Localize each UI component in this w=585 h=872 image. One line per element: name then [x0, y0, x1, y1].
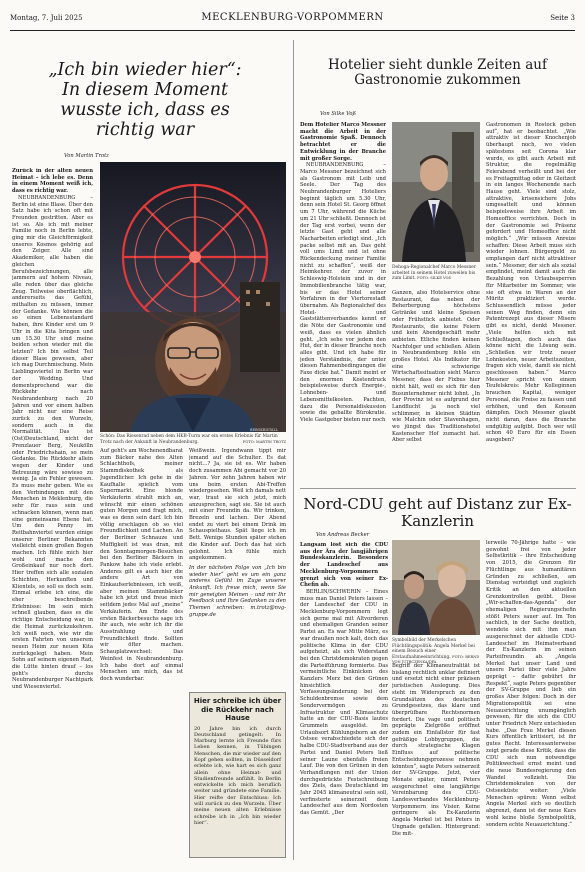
article2-body-col1: NEUBRANDENBURG – Marco Messner bezeichnet sich als Gastronom mit Leib und Seele. Der Tag des Neubrandenburger Hoteliers beginnt täglich um 5.30 Uhr, denn sein Hotel St. Georg öffnet um 7 Uhr, während die Küche um 21 Uhr schließt. Dennoch ist der Tag erst vorbei, wenn der letzte Gast geht und alle Nacharbeiten erledigt sind. „Ich packe selbst mit an. Das geht voll ums Limit und ist ohne Rückendeckung meiner Familie nicht zu schaffen“, weiß der Heimkehrer. der zuvor in Schleswig-Holstein und in der Immobilienbranche tätig war, bis er das Hotel seiner Vorfahren in der Viertorestadt übernahm. Als Regionalchef des Hotel- und Gaststättenverbandes kennt er die Nöte der Gastronomie und weiß, dass es vielen ähnlich geht. „Ich sehe vor jedem den Hut, der in dieser Branche noch alles gibt. Und ich habe für jeden Verständnis, der unter diesen Rahmenbedingungen die Faxe dicke hat.“ Damit meint er den enormen Kostendruck beispielsweise durch Energie-, Lohneben- und Lebensmittelkosten. Pachten, dazu die Personaldiskussion sowie die geballte Bürokratie. Viele Gastgeber bieten nur noch: [300, 162, 386, 423]
article1-body-col3: Weißwein. Irgendwann tippt mir jemand auf die Schulter. Es dat nicht…? Ja, sie ist es. Wir haben doch zusammen Abi gemacht vor 20 Jahren. Vor zehn Jahren haben wir uns beim ersten Abi-Treffen wiedergesehen. Weil ich damals nett war, traut sie sich jetzt, mich anzusprechen, sagt sie. Sie ist auch mit einer Freundin da. Wir trinken, Brezeln und lachen. Der Abend endet zu viert bei einem Drink im Schauspielhaus. Spät liege ich im Bett. Wenige Stunden später stehen die Kinder auf. Doch das hat sich gelohnt. Ich fühle mich angekommen.: [189, 448, 286, 562]
merkel-caption: [392, 638, 480, 666]
article2-lead: Dem Hotelier Marco Messner macht die Arbeit in der Gastronomie Spaß. Dennoch betrachtet er die Entwicklung in der Branche mit großer Sorge.: [300, 122, 386, 162]
issue-date: Montag, 7. Juli 2025: [10, 14, 83, 22]
article2-col1: [300, 122, 386, 482]
column-divider: [293, 40, 294, 860]
merkel-credit: FOTO: BERND VON JUTRCZENKA/DPA: [392, 654, 480, 664]
article1-col2: Auf geht's am Wochenendbarat zum Bäcker nahe des Alten Schlachthofs, meiner Stammdiskothek als Jugendlicher. Ich gehe in die Kaufhalle spielich vom Supermarkt. Eine blonde Verkäuferin strahlt mich an, wünscht mir einen schönen guten Morgen und fragt mich, was es denn sein darf. Ich bin völlig erschlagen ob so viel Freundlichkeit und Lachen. An der Berliner Schnauze und Muffigkeit ist was dran, mit den Sonntagmorgen-Besuchen bei den Berliner Bäckern in Pankow habe ich viele erlebt. Anderes gilt es auch hier die andere Art von Einkaufserlebnissen, ich weiß, aber meinen Stammbäcker habe ich jetzt und freue mich seitdem jedes Mal auf „meine“ Verkäuferin. Am Ende des ersten Bäckerbesuchs sage ich ihr auch, wie sehr ich ihr die Ausstrahlung und Freundlichkeit finde. Sollten wir öfter machen. Schauplatzwechsel: Das Weinfest in Neubrandenburg. Ich habe dort auf einmal Menschen um mich, das ist doch wunderbar.: [100, 448, 183, 682]
article2-headline: Hotelier sieht dunkle Zeiten auf Gastronomie zukommen: [328, 57, 547, 88]
article1-col1: [12, 168, 93, 858]
ferris-wheel-caption-text: Schön: Das Riesenrad neben dem HKB-Turm war ein erstes Erlebnis für Martin Trotz nach der Ankunft in Neubrandenburg.: [100, 434, 278, 445]
article1-col3: [189, 448, 286, 688]
article3-col2: Begriff der Klimaneutralität ist bislang rechtlich unklar definiert und ersetzt nicht einer präzisen juristischen Auslegung. Dies steht im Widerspruch zu den Grundsätzen des deutschen Grundgesetzes, das klare und überprüfbare Rechtsnormen fordert. Die vage und politisch geprägte Zielgröße eröffnet zudem ein Einfallstor für fast gefräßige Lobbygruppen, die durch strategische Klagen Einfluss auf politische Entscheidungsprozesse nehmen könnten“, sagte Peters seinerzeit der SV-Gruppe. Jetzt, vier Monate später, nimmt Peters ausgerechnet eine langjährige Vereinbarung des CDU-Landesverbandes Mecklenburg-Vorpommern ins Visier. Keine geringere als Ex-Kanzlerin Angela Merkel ist bei Peters in Ungnade gefallen. Hintergrund: Die mit-: [392, 663, 480, 837]
article2-col2: Ganzen, also Hotelservice ohne Restaurant, das neben der Beherbergung höchstens Getränke und kleine Speisen oder Frühstück anbietet. Oder Restaurants, die keine Feiern und kein Abendgeschäft mehr anbieten. Etliche finden keinen Nachfolger und schließen. Allein in Neubrandenburg fehle ein großes Hotel. Als Indikator für eine schwierige Wirtschaftssituation sieht Marco Messner, dass der Fixbus hier nicht hält, weil es sich für den Busunternehmer nicht lohnt. „In der Provinz ist es aufgrund der Landflucht ja noch viel schlimmer, in kleinen Städten wie Malchin oder Stavenhagen, wo jüngst das Traditionshotel Kastenscher Hof zumacht hat. Aber selbst: [392, 290, 480, 444]
hotelier-caption: [392, 265, 480, 282]
article1-body-col1: NEUBRANDENBURG – Berlin ist eine Blase. Über den Satz habe ich schon oft mit Freunden gestritten. Aber es ist so. Als ich mit meiner Familie noch in Berlin lebte, ging mir die Gleichförmigkeit unseres Kosmos gehörig auf den Zeiger. Alle sind Akademiker, alle haben die gleichen Berufsbezeichnungen, alle jammern auf hohem Niveau, alle reden über das gleiche Zeug. Teilweise oberflächlich, andererseits das Gefühl, mithalten zu müssen, immer der Gedanke. Wie können die so einen Lebensstandard haben, ihre Kinder erst um 9 Uhr in die Kita bringen und um 15.30 Uhr sind meine beiden schon wieder mit die letzten? Ich bin selbst Teil dieser Blase gewesen, aber ich mag Durchmischung. Mein Lieblingsviertel in Berlin war der Wedding. Und dementsprechend war die Rückkehr nach Neubrandenburg nach 20 Jahren und vor einem halben Jahr nicht nur eine Reise zurück zu den Wurzeln, sondern auch in die Normalität. Das ist (Ost)Deutschland, nicht der Prenzlauer Berg, Neukölln oder Friedrichshain, so mein Gedanke. Die Rückkehr allein wegen der Kinder und Betreuung wäre sowieso zu wenig. Ja ein Fehler gewesen. Es muss mehr geben. Wie es den Verbindungen mit den Menschen in Meklenburg, die sehr für raus sein und schnacken können, wenn man eine gemeinsame Ebene hat. Um den Penny im Reitbahnviertel wurden einige unserer Berliner Bekannten vielleicht einen großen Bogen machen. Ich fühle mich hier wohl und mache den Großeinkauf nur noch dort. Hier treffen sich alle sozialen Schichten, Herkunften und Klientels, so soll es doch sein. Einmal erlebe ich eine, die eher beschreibende Erlebnisse: Im sein mich schnell glauben, dass es die richtige Entscheidung war, in die Heimat zurückzukehren. Ich weiß noch, wie wir die ersten Fahrten von unserem neuen Heim zur neuen Kita zurückgelegt haben. Mein Sohn auf seinem eigenen Rad, die Lütte hinten drauf – los geht's durchs Neubrandenburger Nachtpark und Wiesenviertel.: [12, 194, 93, 691]
article2-col3: Gastronomen in Rostock geben auf“, hat er beobachtet. „Wie attraktiv ist dieser Knochenjob überhaupt noch, wo vielen spätestens seit Corona klar wurde, es gibt auch Arbeit mit Struktur, die regelmäßig Feierabend verheißt und bei der es Freitagmittag oder in Gleitzeit in ein langes Wochenende nach Hause geht. Viele sind stolz, attraktive, krisensichere Jobs umgesattelt und können beispielsweise ihre Arbeit im Homeoffice verrichten. Doch in der Gastronomie sei Präsenz gefordert und Homeoffice nicht möglich.“ „Wir müssen Anreize schaffen: Diese Arbeit muss sich wieder lohnen. Bürgergeld zu empfangen darf nicht attraktiver sein.“ Messner, der sich als sozial empfindet, meint damit auch die Bezahlung von Urlaubssperren für Mitarbeiter im Sommer, wie sie oft etwa in Waren an der Müritz praktiziert werde. Schlussendlich müsse jeder seinen Weg finden, denn ein Patentrezept aus dieser Misere gibt es nicht, denkt Messner. „Viele helfen sich mit Schließtagen, doch auch das könne nicht die Lösung sein. „Schließen wir trotz neuer Lohnkosten, neuer Arbeitszeiten, fragen sich viele, damit sie nicht geschlossen haben.“ Marco Messner spricht von einem Teufelskreis: Mehr Kolleginnen brauchen Kapital, weniger Personal, die Preise zu fassen und erhöhen, und den Konsum dämpfen. Doch Messner glaubt nicht daran, dass die Branche endgültig aufgibt. Doch wer will schon 40 Euro für ein Essen ausgeben?: [486, 122, 576, 444]
article3-author: Von Andreas Becker: [316, 532, 370, 538]
hotelier-credit: FOTO: SILKE VOß: [417, 276, 451, 280]
info-box: [189, 692, 286, 858]
ferris-wheel-photo: [100, 162, 286, 432]
article3-headline: Nord-CDU geht auf Distanz zur Ex-Kanzlerin: [303, 495, 572, 530]
ferris-wheel-credit: FOTO: MARTIN TROTZ: [242, 439, 286, 444]
article2-author: Von Silke Voß: [320, 111, 356, 117]
article1-lead: Zurück in der alten neuen Heimat – ich lebe es. Denn in einem Moment weiß ich, dass es richtig war.: [12, 168, 93, 195]
photo-signature: BERGKRISTALL: [250, 428, 279, 432]
article1-author: Von Martin Trotz: [64, 153, 109, 159]
hotelier-photo: [392, 122, 480, 262]
merkel-photo: [392, 540, 480, 635]
article3-col1: [300, 542, 388, 858]
page-number: Seite 3: [550, 14, 575, 22]
page-header: [10, 6, 575, 31]
article3-lead: Langsam löst sich die CDU aus der Ära der langjährigen Bundeskanzlerin. Besonders der Landeschef aus Mecklenburg-Vorpommern grenzt sich von seiner Ex-Chefin ab.: [300, 542, 388, 589]
ferris-wheel-caption: [100, 434, 286, 445]
article3-col3: lerweile 70-Jährige hatte – wie gewohnt frei von jeder Selbstkritik – ihre Entscheidung von 2015, die Grenzen für Flüchtlinge aus humanitären Gründen zu schließen, am Dienstag verteidigt und zugleich Kritik an den aktuellen Grenzkontrollen geübt. Diese „Wir-schaffen-das-Agenda“ der ehemaligen Regierungschefin stößt Peters sauer auf. Im Ton sachlich, in der Sache deutlich, wendete sich mit ihm man ausgerechnet der aktuelle CDU-Landeschef im Heimatverband der Ex-Kanzlerin im seinen Parteifreundin ab. „Angela Merkel hat unser Land und unsere Partei über viele Jahre geprägt – dafür gebührt ihr Respekt“, sagte Peters gegenüber der SV-Gruppe und lieb ein großes Aber folgen: Doch in der Migrationspolitik sei eine Neuausrichtung unumgänglich gewesen, für die sich die CDU unter Friedrich Merz entschieden habe. „Das Frau Merkel diesen Kurs öffentlich kritisiert, ist ihr gutes Recht. Interessanterweise zeigt gerade diese Kritik, dass die CDU sich nun notwendige Politikwechsel ernst meint und die neue Bundesregierung den Wandel vollzieht. Die Christdemokraten von der Ostseeküste weiter: „Viele Menschen spüren: Wenn selbst Angela Merkel sich so deutlich abgrenzt, dann ist der neue Kurs wohl keine bloße Symbolpolitik, sondern echte Neuausrichtung.“: [486, 540, 576, 828]
section-title: MECKLENBURG-VORPOMMERN: [201, 12, 384, 23]
article1-series-note: In der nächsten Folge von „Ich bin wieder hier“ geht es um ein ganz anderes Gefühl im Zuge unserer Ankunft. Ich freue mich, wenn Sie mir geneigten Meinen – und mir Ihr Feedback und Ihre Gedanken zu den Themen schreiben: m.trotz@nvg-gruppe.de: [189, 564, 286, 618]
article1-headline: „Ich bin wieder hier“: In diesem Moment wusste ich, dass es richtig war: [48, 60, 242, 140]
article-divider: [300, 488, 576, 489]
info-box-body: 20 Jahre bin ich durch Deutschland getingelt: In Marburg lernte ich Freunde fürs Leben kennen, in Tübingen Menschen, die mir wieder auf den Kopf gehen sollten, in Düsseldorf erlebte ich, wie hart es sich ganz allein ohne Heimat- und Studienfreunde anfühlt. In Berlin entwickelte ich mich beruflich weiter und gründete eine Familie. Hier reifte der Entschluss: Ich will zurück zu den Wurzeln. Über meine neuen alten Erlebnisse schreibe ich in „Ich bin wieder hier“.: [194, 725, 281, 826]
info-box-title: Hier schreibe ich über die Rückkehr nach Hause: [193, 697, 282, 722]
hotelier-caption-text: Dehoga-Regionalchef Marco Messner arbeitet in seinem Hotel zuweilen bis zum Limit.: [392, 265, 476, 281]
merkel-caption-text: Symbolbild der Merkelschen Flüchtlingspolitik: Angela Merkel bei einem Besuch einer Erstaufnahmeeinrichtung.: [392, 638, 475, 660]
article3-body-col1: BERLIN/SCHWERIN – Eines muss man Daniel Peters lassen – der Landeschef der CDU in Mecklenburg-Vorpommern legt sich gerne mal mit Altvorderen und ehemaligen Granden seiner Partei an. Es war Mitte März, es war draußen noch kalt, doch das politische Klima in der CDU aufgeheizt, als sich Widerstand bei den Christdemokraten gegen die Parteiführung formierte. Das vermeintliche Einknicken des Kanzlers Merz bei den Grünen hinsichtlich der Verfassungsänderung bei der Schuldenbremse sowie dem Sondervermögen zu Infrastruktur und Klimaschutz hatte an der CDU-Basis lautes Grummeln ausgelöst. Im Urlaubsort Kühlungsborn an der Ostsee verabschiedete sich der halbe CDU-Stadtverband aus der Partei und Daniel Peters ließ seiner Laune ebenfalls freien Lauf. Die von den Grünen in den Verhandlungen mit der Union durchgedrückte Festschreibung des Ziels, dass Deutschland im Jahr 2045 klimaneutral sein soll, verfinsterte seinerzeit dem Landeschef aus dem Nordosten das Gemüt. „Der: [300, 588, 388, 817]
